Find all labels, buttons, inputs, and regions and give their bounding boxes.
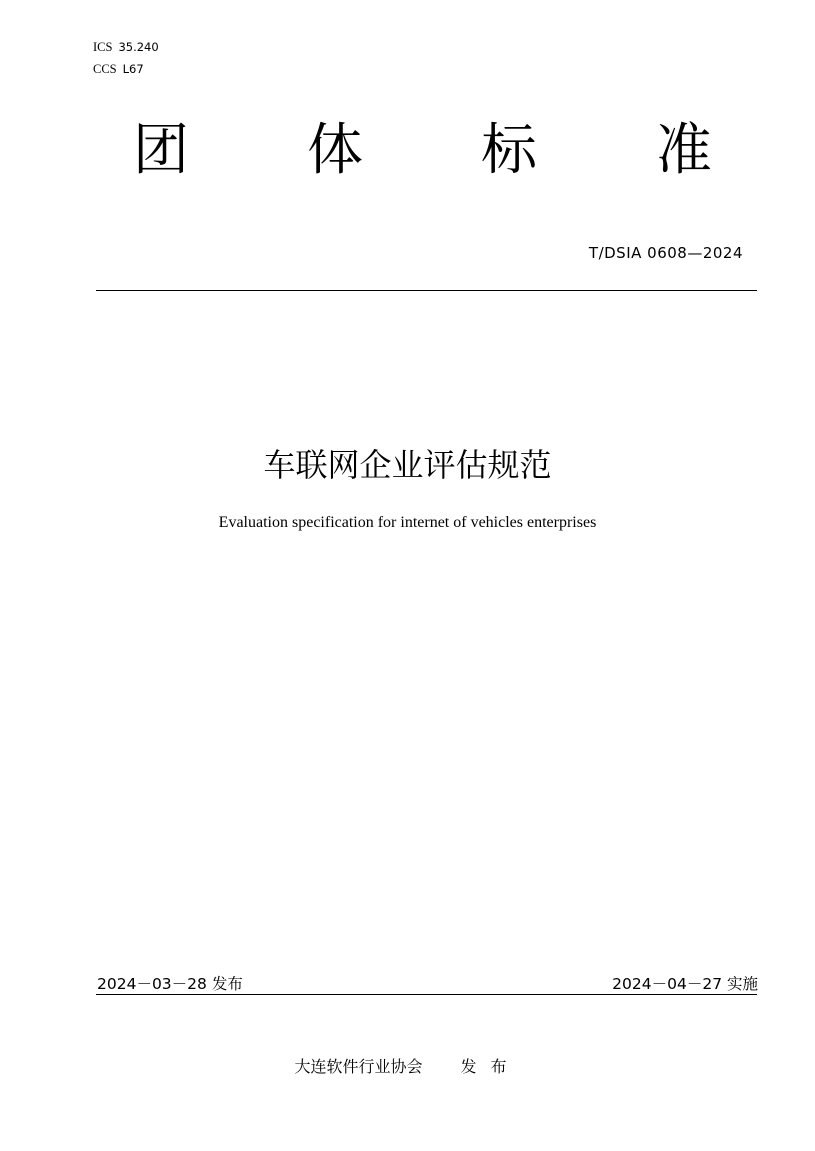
header-char-4: 准 (656, 118, 712, 183)
header-char-2: 体 (307, 118, 363, 183)
standard-number: T/DSIA 0608—2024 (588, 244, 743, 262)
title-chinese: 车联网企业评估规范 (263, 446, 552, 484)
ccs-row (93, 62, 144, 76)
title-english: Evaluation specification for internet of vehicles enterprises (218, 514, 597, 531)
ccs-value: L67 (122, 62, 144, 76)
ics-label: ICS (93, 40, 113, 54)
publisher-line (0, 1054, 815, 1077)
publisher-org: 大连软件行业协会 (294, 1057, 423, 1076)
ccs-label: CCS (93, 62, 117, 76)
publisher-action: 发布 (460, 1057, 521, 1076)
ics-row (93, 40, 159, 54)
release-date: 2024－03－28 发布 (97, 975, 243, 993)
implement-date: 2024－04－27 实施 (612, 975, 758, 993)
header-char-1: 团 (133, 118, 189, 183)
ics-value: 35.240 (118, 40, 159, 54)
top-divider (96, 290, 757, 291)
bottom-divider (96, 994, 757, 995)
header-char-3: 标 (481, 118, 537, 183)
